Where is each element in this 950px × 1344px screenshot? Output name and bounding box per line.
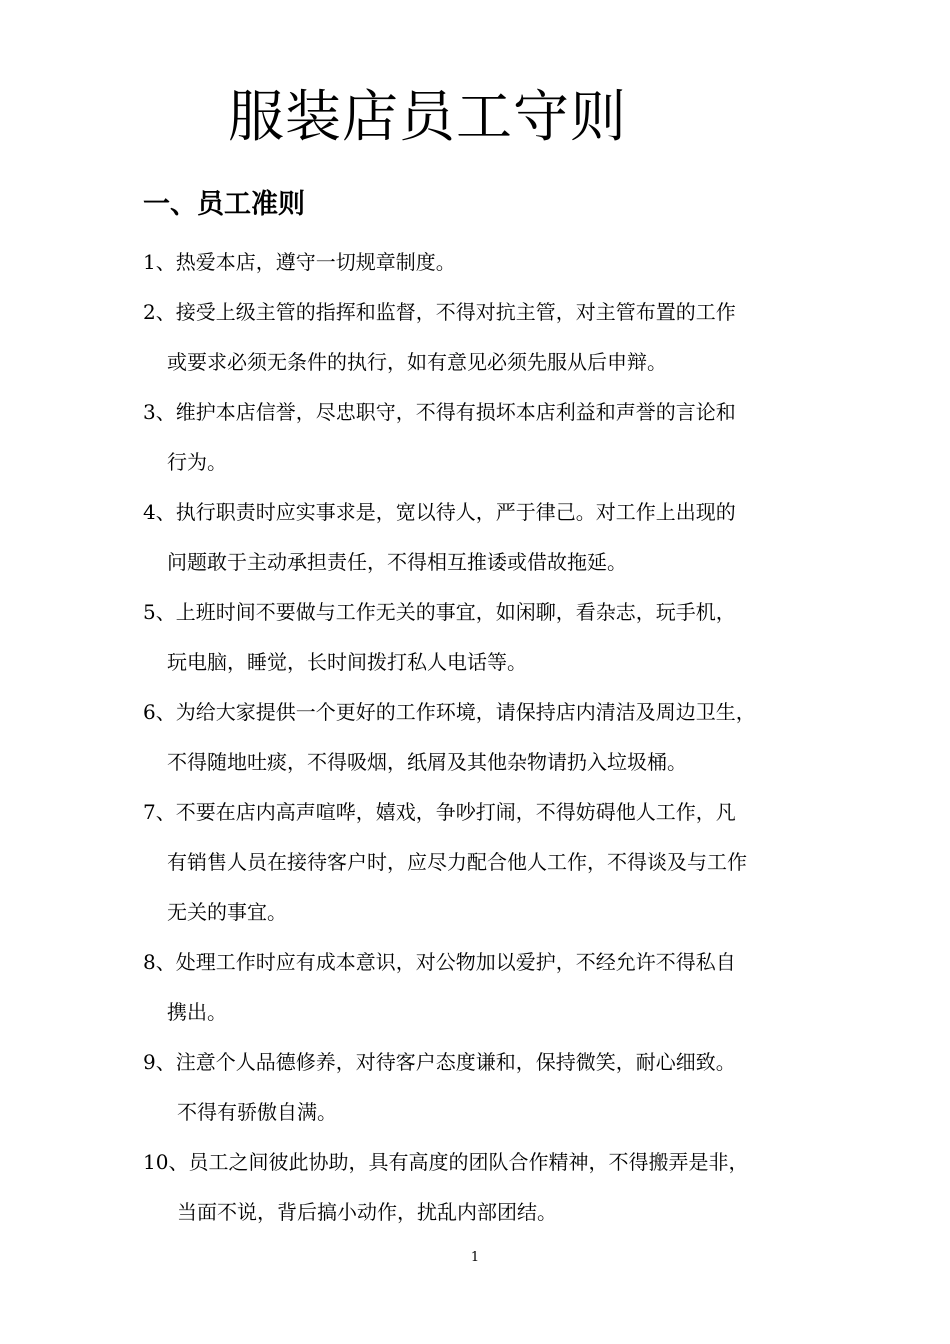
document-title: 服装店员工守则 [228,85,627,150]
rule-line: 8、处理工作时应有成本意识，对公物加以爱护，不经允许不得私自 [143,950,736,974]
rule-item [143,1037,813,1137]
rule-item [143,237,813,287]
rule-line: 10、员工之间彼此协助，具有高度的团队合作精神，不得搬弄是非， [143,1150,749,1174]
rule-item [143,287,813,387]
rule-line: 3、维护本店信誉，尽忠职守，不得有损坏本店利益和声誉的言论和 [143,400,736,424]
rule-line: 不得随地吐痰，不得吸烟，纸屑及其他杂物请扔入垃圾桶。 [167,750,687,774]
rule-line: 无关的事宜。 [167,900,287,924]
rule-line: 携出。 [167,1000,227,1024]
rule-item [143,387,813,487]
rule-line: 9、注意个人品德修养，对待客户态度谦和，保持微笑，耐心细致。 [143,1050,736,1074]
rule-line: 不得有骄傲自满。 [177,1100,337,1124]
rule-line: 问题敢于主动承担责任，不得相互推诿或借故拖延。 [167,550,627,574]
rule-item [143,1137,813,1237]
rules-list [143,237,813,1237]
rule-line: 6、为给大家提供一个更好的工作环境，请保持店内清洁及周边卫生， [143,700,756,724]
rule-line: 4、执行职责时应实事求是，宽以待人，严于律己。对工作上出现的 [143,500,736,524]
rule-line: 7、不要在店内高声喧哗，嬉戏，争吵打闹，不得妨碍他人工作，凡 [143,800,736,824]
rule-line: 1、热爱本店，遵守一切规章制度。 [143,250,456,274]
rule-line: 2、接受上级主管的指挥和监督，不得对抗主管，对主管布置的工作 [143,300,736,324]
section-heading: 一、员工准则 [143,189,305,220]
rule-item [143,587,813,687]
rule-item [143,687,813,787]
rule-line: 5、上班时间不要做与工作无关的事宜，如闲聊，看杂志，玩手机， [143,600,736,624]
rule-line: 当面不说，背后搞小动作，扰乱内部团结。 [177,1200,557,1224]
rule-line: 或要求必须无条件的执行，如有意见必须先服从后申辩。 [167,350,667,374]
rule-item [143,787,813,937]
rule-line: 有销售人员在接待客户时，应尽力配合他人工作，不得谈及与工作 [167,850,747,874]
rule-line: 行为。 [167,450,227,474]
rule-item [143,937,813,1037]
page-number: 1 [470,1250,480,1265]
rule-item [143,487,813,587]
rule-line: 玩电脑，睡觉，长时间拨打私人电话等。 [167,650,527,674]
